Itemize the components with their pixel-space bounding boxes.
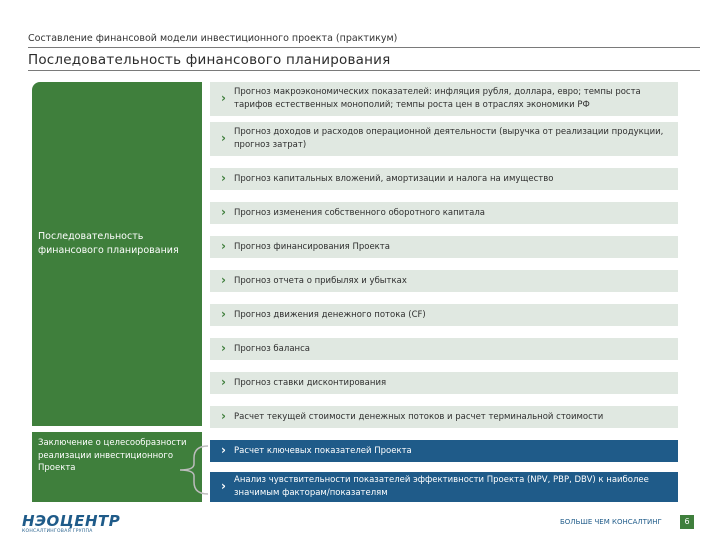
step-text: Прогноз движения денежного потока (CF) (234, 309, 426, 320)
step-text: Прогноз финансирования Проекта (234, 241, 390, 252)
footer-slogan: БОЛЬШЕ ЧЕМ КОНСАЛТИНГ (560, 518, 662, 526)
step-text: Прогноз изменения собственного оборотного капитала (234, 207, 486, 218)
step-text: Прогноз макроэкономических показателей: инфляция рубля, доллара, евро; темпы роста тарифов естественных монополий; темпы роста цен в отраслях экономики РФ (234, 87, 641, 110)
slide-subtitle: Составление финансовой модели инвестиционного проекта (практикум) (28, 33, 398, 44)
step-text: Прогноз баланса (234, 343, 310, 354)
step-text: Прогноз капитальных вложений, амортизации и налога на имущество (234, 173, 554, 184)
step-text: Прогноз доходов и расходов операционной деятельности (выручка от реализации продукции, прогноз затрат) (234, 127, 664, 150)
bracket-icon (172, 444, 212, 496)
page-number: 6 (680, 515, 694, 529)
chevron-right-icon: › (221, 442, 226, 457)
chevron-right-icon: › (221, 130, 226, 145)
company-logo (22, 511, 120, 534)
conclusion-label: Заключение о целесообразности реализации инвестиционного Проекта (38, 438, 187, 473)
slide-title: Последовательность финансового планирования (28, 52, 391, 68)
chevron-right-icon: › (221, 306, 226, 321)
step-text: Прогноз ставки дисконтирования (234, 377, 387, 388)
step-text: Прогноз отчета о прибылях и убытках (234, 275, 407, 286)
chevron-right-icon: › (221, 408, 226, 423)
step-5 (210, 236, 678, 258)
logo-text: НЭОЦЕНТР (22, 512, 121, 530)
step-4 (210, 202, 678, 224)
left-green-panel (32, 82, 202, 426)
logo-tagline: КОНСАЛТИНГОВАЯ ГРУППА (22, 529, 93, 534)
chevron-right-icon: › (221, 340, 226, 355)
chevron-right-icon: › (221, 272, 226, 287)
step-8 (210, 338, 678, 360)
chevron-right-icon: › (221, 238, 226, 253)
step-12 (210, 472, 678, 502)
step-6 (210, 270, 678, 292)
step-3 (210, 168, 678, 190)
chevron-right-icon: › (221, 170, 226, 185)
chevron-right-icon: › (221, 90, 226, 105)
step-1 (210, 82, 678, 116)
chevron-right-icon: › (221, 204, 226, 219)
step-9 (210, 372, 678, 394)
left-panel-label: Последовательность финансового планирования (38, 231, 179, 256)
chevron-right-icon: › (221, 374, 226, 389)
step-11 (210, 440, 678, 462)
step-text: Расчет текущей стоимости денежных потоков и расчет терминальной стоимости (234, 411, 604, 422)
title-rule (28, 70, 700, 71)
step-7 (210, 304, 678, 326)
step-10 (210, 406, 678, 428)
step-text: Расчет ключевых показателей Проекта (234, 445, 412, 456)
chevron-right-icon: › (221, 478, 226, 493)
step-2 (210, 122, 678, 156)
top-rule (28, 47, 700, 48)
step-text: Анализ чувствительности показателей эффективности Проекта (NPV, PBP, DBV) к наиболее значимым факторам/показателям (234, 475, 649, 498)
